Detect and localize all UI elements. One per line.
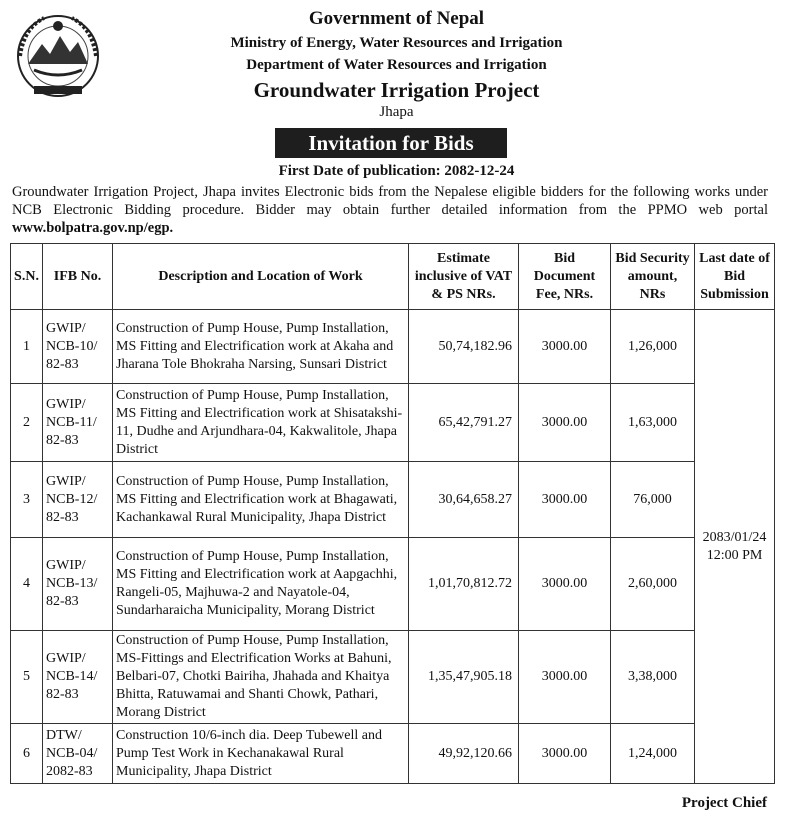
portal-link[interactable]: www.bolpatra.gov.np/egp.: [12, 220, 174, 236]
cell-description: Construction 10/6-inch dia. Deep Tubewell and Pump Test Work in Kechanakawal Rural Municipality, Jhapa District: [113, 724, 409, 784]
cell-ifb: GWIP/ NCB-10/ 82-83: [43, 310, 113, 384]
cell-description: Construction of Pump House, Pump Installation, MS Fitting and Electrification work at Shisatakshi-11, Dudhe and Arjundhara-04, Kakwalitole, Jhapa District: [113, 384, 409, 462]
table-row: [11, 462, 775, 538]
cell-sn: 1: [11, 310, 43, 384]
intro-text: Groundwater Irrigation Project, Jhapa invites Electronic bids from the Nepalese eligible bidders for the following works under NCB Electronic Bidding procedure. Bidder may obtain further detailed information from the PPMO web portal: [12, 184, 768, 218]
cell-ifb: DTW/ NCB-04/ 2082-83: [43, 724, 113, 784]
cell-security: 1,63,000: [611, 384, 695, 462]
cell-ifb: GWIP/ NCB-14/ 82-83: [43, 631, 113, 724]
cell-security: 1,26,000: [611, 310, 695, 384]
cell-estimate: 1,35,47,905.18: [409, 631, 519, 724]
department-title: Department of Water Resources and Irrigation: [246, 57, 547, 73]
cell-security: 76,000: [611, 462, 695, 538]
cell-estimate: 49,92,120.66: [409, 724, 519, 784]
cell-description: Construction of Pump House, Pump Installation, MS Fitting and Electrification work at Aapgachhi, Rangeli-05, Majhuwa-2 and Nayatole-04, Sundarharaicha Municipality, Morang District: [113, 538, 409, 631]
cell-security: 3,38,000: [611, 631, 695, 724]
intro-paragraph: [12, 183, 768, 237]
cell-security: 2,60,000: [611, 538, 695, 631]
header-security: Bid Security amount, NRs: [611, 244, 695, 310]
cell-fee: 3000.00: [519, 384, 611, 462]
cell-sn: 4: [11, 538, 43, 631]
cell-fee: 3000.00: [519, 310, 611, 384]
project-location: Jhapa: [379, 104, 414, 120]
cell-fee: 3000.00: [519, 538, 611, 631]
cell-ifb: GWIP/ NCB-11/ 82-83: [43, 384, 113, 462]
header-fee: Bid Document Fee, NRs.: [519, 244, 611, 310]
table-row: [11, 384, 775, 462]
government-title: Government of Nepal: [308, 8, 485, 29]
invitation-banner: Invitation for Bids: [275, 128, 507, 158]
cell-fee: 3000.00: [519, 631, 611, 724]
deadline-date: 2083/01/24: [702, 529, 767, 545]
cell-description: Construction of Pump House, Pump Installation, MS-Fittings and Electrification Works at Bahuni, Belbari-07, Chotki Bairiha, Jhahada and Khaitya Bhitta, Ratuwamai and Shanti Chowk, Pathari, Morang District: [113, 631, 409, 724]
header-deadline: Last date of Bid Submission: [695, 244, 775, 310]
ministry-title: Ministry of Energy, Water Resources and Irrigation: [230, 35, 563, 51]
header-sn: S.N.: [11, 244, 43, 310]
header-estimate: Estimate inclusive of VAT & PS NRs.: [409, 244, 519, 310]
table-header-row: [11, 244, 775, 310]
header-ifb: IFB No.: [43, 244, 113, 310]
table-row: [11, 538, 775, 631]
cell-ifb: GWIP/ NCB-12/ 82-83: [43, 462, 113, 538]
project-title: Groundwater Irrigation Project: [253, 78, 540, 102]
cell-sn: 5: [11, 631, 43, 724]
cell-sn: 2: [11, 384, 43, 462]
cell-fee: 3000.00: [519, 462, 611, 538]
deadline-time: 12:00 PM: [706, 547, 763, 563]
cell-description: Construction of Pump House, Pump Installation, MS Fitting and Electrification work at Akaha and Jharana Tole Bhokraha Narsing, Sunsari District: [113, 310, 409, 384]
signoff: Project Chief: [681, 795, 767, 811]
cell-sn: 3: [11, 462, 43, 538]
cell-estimate: 65,42,791.27: [409, 384, 519, 462]
cell-estimate: 1,01,70,812.72: [409, 538, 519, 631]
table-row: [11, 310, 775, 384]
table-row: [11, 724, 775, 784]
publication-date: First Date of publication: 2082-12-24: [278, 163, 515, 179]
cell-estimate: 50,74,182.96: [409, 310, 519, 384]
cell-estimate: 30,64,658.27: [409, 462, 519, 538]
cell-sn: 6: [11, 724, 43, 784]
cell-fee: 3000.00: [519, 724, 611, 784]
cell-deadline: [695, 310, 775, 784]
bids-table: [10, 243, 775, 784]
header-description: Description and Location of Work: [113, 244, 409, 310]
cell-description: Construction of Pump House, Pump Installation, MS Fitting and Electrification work at Bhagawati, Kachankawal Rural Municipality, Jhapa District: [113, 462, 409, 538]
cell-ifb: GWIP/ NCB-13/ 82-83: [43, 538, 113, 631]
table-row: [11, 631, 775, 724]
cell-security: 1,24,000: [611, 724, 695, 784]
